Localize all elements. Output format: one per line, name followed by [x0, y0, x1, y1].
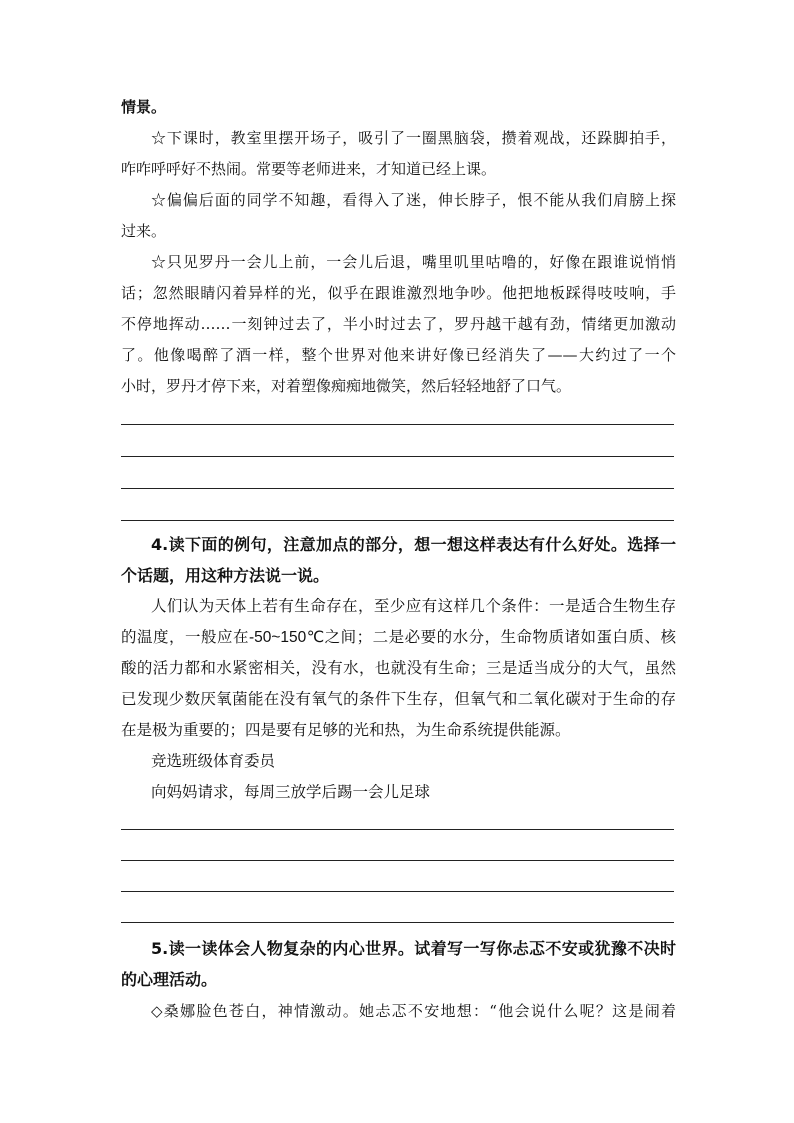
answer-line[interactable] — [121, 488, 674, 489]
example-line: ◇桑娜脸色苍白，神情激动。她忐忑不安地想：“他会说什么呢？这是闹着 — [151, 1002, 676, 1020]
question-5-heading-cont: 的心理活动。 — [121, 970, 218, 989]
answer-line[interactable] — [121, 922, 674, 923]
answer-line[interactable] — [121, 520, 674, 521]
paragraph-line: 小时，罗丹才停下来，对着塑像痴痴地微笑，然后轻轻地舒了口气。 — [121, 377, 572, 395]
question-4-heading: 4.读下面的例句，注意加点的部分，想一想这样表达有什么好处。选择一 — [151, 535, 676, 554]
example-line: 酸的活力都和水紧密相关，没有水，也就没有生命；三是适当成分的大气，虽然 — [121, 660, 676, 677]
paragraph-line: 咋咋呼呼好不热闹。常要等老师进来，才知道已经上课。 — [121, 160, 497, 178]
paragraph-line: 了。他像喝醉了酒一样，整个世界对他来讲好像已经消失了——大约过了一个 — [121, 346, 676, 364]
answer-line[interactable] — [121, 424, 674, 425]
answer-line[interactable] — [121, 829, 674, 830]
paragraph-line: ☆下课时，教室里摆开场子，吸引了一圈黑脑袋，攒着观战，还跺脚拍手， — [151, 129, 676, 147]
topic-item: 向妈妈请求，每周三放学后踢一会儿足球 — [151, 784, 431, 801]
answer-line[interactable] — [121, 860, 674, 861]
question-4-heading-cont: 个话题，用这种方法说一说。 — [121, 566, 330, 585]
section3-title-tail: 情景。 — [121, 98, 167, 116]
answer-line[interactable] — [121, 891, 674, 892]
example-line: 人们认为天体上若有生命存在，至少应有这样几个条件：一是适合生物生存 — [151, 598, 676, 615]
topic-item: 竞选班级体育委员 — [151, 753, 276, 770]
example-line: 已发现少数厌氧菌能在没有氧气的条件下生存，但氧气和二氧化碳对于生命的存 — [121, 691, 676, 708]
example-line: 在是极为重要的；四是要有足够的光和热，为生命系统提供能源。 — [121, 722, 571, 739]
paragraph-line: ☆只见罗丹一会儿上前，一会儿后退，嘴里叽里咕噜的，好像在跟谁说悄悄 — [151, 253, 676, 271]
answer-line[interactable] — [121, 456, 674, 457]
example-line: 的温度，一般应在-50~150℃之间；二是必要的水分，生命物质诸如蛋白质、核 — [121, 629, 676, 646]
paragraph-line: 过来。 — [121, 222, 167, 240]
paragraph-line: ☆偏偏后面的同学不知趣，看得入了迷，伸长脖子，恨不能从我们肩膀上探 — [151, 191, 676, 209]
paragraph-line: 不停地挥动……一刻钟过去了，半小时过去了，罗丹越干越有劲，情绪更加激动 — [121, 315, 676, 333]
question-5-heading: 5.读一读体会人物复杂的内心世界。试着写一写你忐忑不安或犹豫不决时 — [151, 939, 676, 958]
paragraph-line: 话；忽然眼睛闪着异样的光，似乎在跟谁激烈地争吵。他把地板踩得吱吱响，手 — [121, 284, 676, 302]
